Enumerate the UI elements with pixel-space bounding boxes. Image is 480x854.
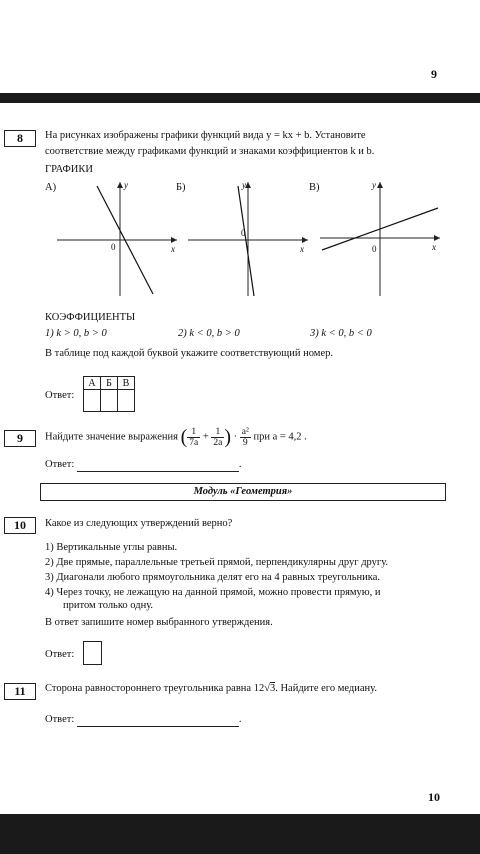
q11-answer-label: Ответ:: [45, 714, 75, 725]
q11-answer-line[interactable]: [77, 715, 239, 727]
q9-plus: +: [202, 431, 209, 443]
q9-frac2: [211, 427, 224, 448]
q9-frac3: [240, 427, 251, 448]
sqrt-icon: √: [264, 683, 270, 694]
q8-answer-table: [83, 376, 135, 412]
graph-c: [318, 178, 443, 298]
graph-c-y-arrow: [377, 182, 383, 188]
page-number-top: 9: [431, 67, 437, 81]
q10-option-4-cont: притом только одну.: [63, 600, 154, 611]
q9-answer-period: .: [238, 459, 242, 470]
q11-sqrt-arg: 3: [269, 683, 276, 694]
graph-b-x-label: x: [300, 244, 304, 254]
graph-b-line: [238, 186, 254, 296]
graph-b-y-label: y: [242, 180, 246, 190]
module-title: Модуль «Геометрия»: [40, 483, 446, 501]
page-number-bottom: 10: [428, 790, 440, 804]
q9-expression: [45, 426, 307, 448]
q10-question: Какое из следующих утверждений верно?: [45, 518, 233, 529]
graph-a-origin: 0: [111, 242, 116, 252]
answer-col-a-header: А: [84, 377, 101, 390]
graph-b: [186, 178, 311, 298]
q11-answer-period: .: [238, 714, 242, 725]
q8-instruction: В таблице под каждой буквой укажите соответствующий номер.: [45, 348, 333, 359]
q10-option-1: 1) Вертикальные углы равны.: [45, 542, 178, 553]
top-margin: [0, 0, 480, 20]
q11-text-pre: Сторона равностороннего треугольника равна 12: [45, 683, 265, 694]
graph-c-origin: 0: [372, 244, 377, 254]
graph-a-x-label: x: [171, 244, 175, 254]
q11-sqrt: [264, 682, 275, 696]
q10-option-2: 2) Две прямые, параллельные третьей прямой, перпендикулярны друг другу.: [45, 557, 389, 568]
page-divider-bottom: [0, 814, 480, 854]
q9-lead: Найдите значение выражения: [45, 431, 178, 443]
q11-text: [45, 682, 377, 696]
q9-frac3-num: a²: [241, 426, 249, 437]
coef-option-2: 2) k < 0, b > 0: [178, 328, 240, 339]
graph-c-label: В): [309, 182, 320, 193]
page-divider-top: [0, 93, 480, 103]
graph-a-y-label: y: [124, 180, 128, 190]
question-number-8: 8: [4, 130, 36, 147]
answer-cell-c[interactable]: [118, 390, 135, 412]
q11-answer-row: [45, 713, 241, 727]
q9-frac1-den: 7a: [189, 437, 199, 448]
coef-heading: КОЭФФИЦИЕНТЫ: [45, 312, 136, 323]
q9-paren-close: ): [224, 426, 232, 448]
q9-answer-row: [45, 458, 241, 472]
q9-paren-open: (: [180, 426, 188, 448]
q10-option-3: 3) Диагонали любого прямоугольника делят его на 4 равных треугольника.: [45, 572, 380, 583]
q9-frac2-num: 1: [211, 427, 224, 438]
q9-frac1-num: 1: [187, 427, 200, 438]
q9-frac1: [187, 427, 200, 448]
graphs-heading: ГРАФИКИ: [45, 164, 93, 175]
graph-c-y-label: y: [372, 180, 376, 190]
q9-frac3-den: 9: [242, 437, 248, 448]
q9-answer-label: Ответ:: [45, 459, 75, 470]
coef-option-1: 1) k > 0, b > 0: [45, 328, 107, 339]
graph-c-x-label: x: [432, 242, 436, 252]
question-number-11: 11: [4, 683, 36, 700]
q10-option-4: 4) Через точку, не лежащую на данной прямой, можно провести прямую, и: [45, 587, 381, 598]
graph-a-label: А): [45, 182, 57, 193]
q8-text-line1: На рисунках изображены графики функций вида y = kx + b. Установите: [45, 130, 366, 141]
question-number-10: 10: [4, 517, 36, 534]
question-number-9: 9: [4, 430, 36, 447]
graph-b-label: Б): [176, 182, 186, 193]
answer-col-b-header: Б: [101, 377, 118, 390]
answer-cell-a[interactable]: [84, 390, 101, 412]
q10-answer-label: Ответ:: [45, 649, 75, 660]
q9-dot: ·: [233, 431, 238, 443]
answer-col-c-header: В: [118, 377, 135, 390]
coef-option-3: 3) k < 0, b < 0: [310, 328, 372, 339]
q8-answer-label: Ответ:: [45, 390, 75, 401]
q9-answer-line[interactable]: [77, 460, 239, 472]
graph-a: [55, 178, 180, 298]
q8-text-line2: соответствие между графиками функций и знаками коэффициентов k и b.: [45, 146, 375, 157]
q9-tail: при a = 4,2 .: [253, 431, 307, 443]
answer-cell-b[interactable]: [101, 390, 118, 412]
q11-text-post: . Найдите его медиану.: [275, 683, 377, 694]
graph-b-origin: 0: [241, 228, 246, 238]
q10-instruction: В ответ запишите номер выбранного утверждения.: [45, 617, 273, 628]
q9-frac2-den: 2a: [213, 437, 223, 448]
graph-a-y-arrow: [117, 182, 123, 188]
q10-answer-box[interactable]: [83, 641, 102, 665]
